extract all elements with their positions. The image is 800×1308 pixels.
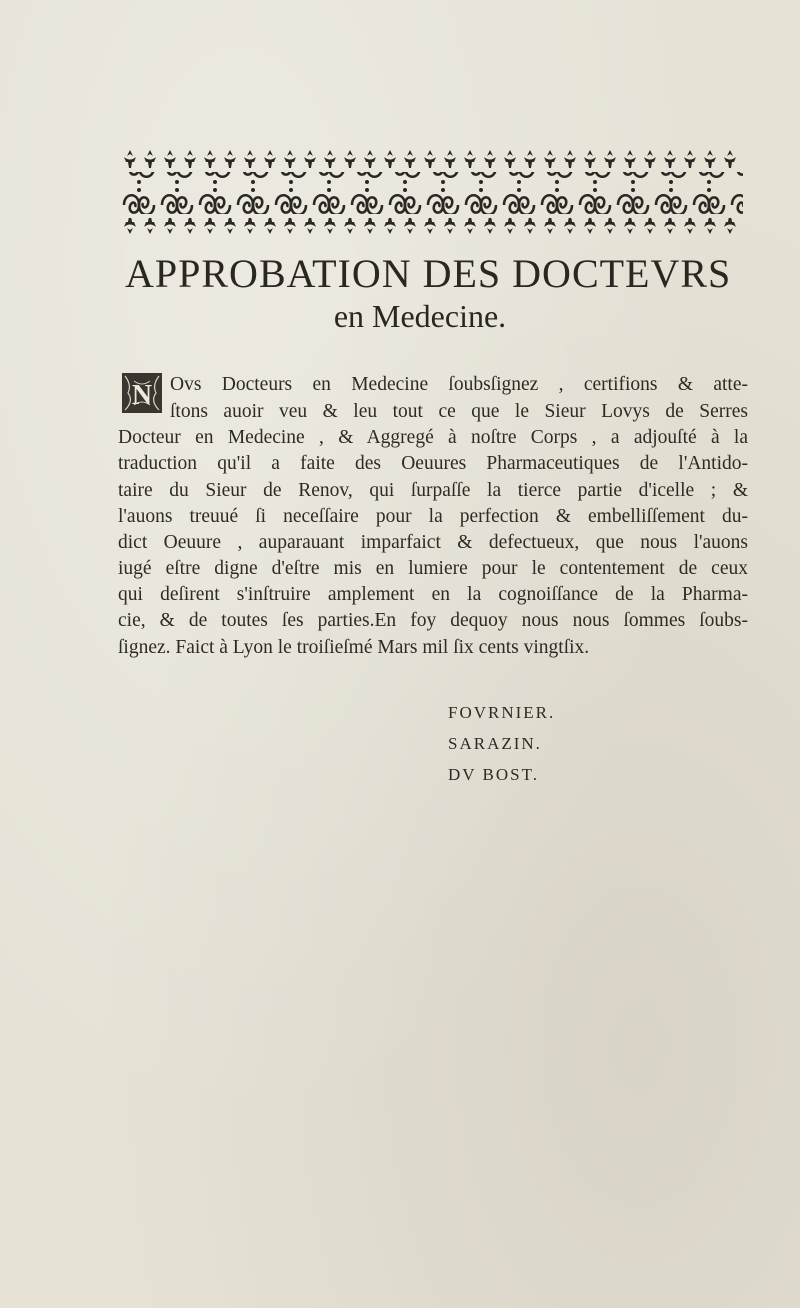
body-line-9: qui deſirent s'inſtruire amplement en la cognoiſſance de la Pharma- [118,584,748,605]
body-line-10: cie, & de toutes ſes parties.En foy dequoy nous nous ſommes ſoubs- [118,610,748,631]
signature-fournier: FOVRNIER. [448,703,556,722]
body-line-6: l'auons treuué ſi neceſſaire pour la perfection & embelliſſement du- [118,506,748,527]
initial-letter: N [131,380,153,411]
signature-du-bost: DV BOST. [448,765,539,784]
ornamental-headpiece [120,148,745,240]
body-line-4: traduction qu'il a faite des Oeuures Pharmaceutiques de l'Antido- [118,453,748,474]
body-line-8: iugé eſtre digne d'eſtre mis en lumiere pour le contentement de ceux [118,558,748,579]
body-line-2: ſtons auoir veu & leu tout ce que le Sieur Lovys de Serres [170,401,748,422]
body-line-5: taire du Sieur de Renov, qui ſurpaſſe la tierce partie d'icelle ; & [118,480,748,501]
page-subtitle: en Medecine. [333,298,507,334]
signature-sarazin: SARAZIN. [448,734,542,753]
decorated-initial [122,373,162,413]
page-title: APPROBATION DES DOCTEVRS [125,251,732,296]
body-line-3: Docteur en Medecine , & Aggregé à noſtre Corps , a adjouſté à la [118,427,748,448]
body-line-11: ſignez. Faict à Lyon le troiſieſmé Mars mil ſix cents vingtſix. [118,637,590,658]
body-line-7: dict Oeuure , auparauant imparfaict & defectueux, que nous l'auons [118,532,748,553]
body-line-1: Ovs Docteurs en Medecine ſoubsſignez , certifions & atte- [170,374,748,395]
